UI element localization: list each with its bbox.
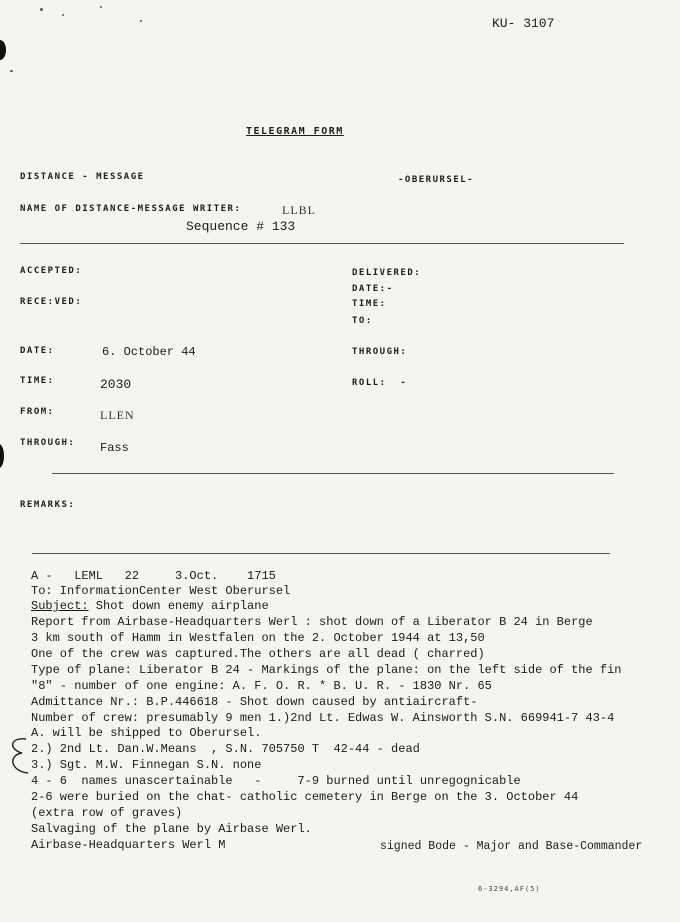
scan-speck <box>140 20 142 22</box>
message-line: 2.) 2nd Lt. Dan.W.Means , S.N. 705750 T 42-44 - dead <box>31 742 420 756</box>
message-line: 4 - 6 names unascertainable - 7-9 burned until unregognicable <box>31 774 521 788</box>
distance-message-label: DISTANCE - MESSAGE <box>20 172 145 182</box>
through-right-label: THROUGH: <box>352 347 408 357</box>
signature-line: signed Bode - Major and Base-Commander <box>380 840 643 853</box>
message-line: Type of plane: Liberator B 24 - Markings of the plane: on the left side of the fin <box>31 663 622 677</box>
remarks-label: REMARKS: <box>20 500 76 510</box>
message-line: Report from Airbase-Headquarters Werl : shot down of a Liberator B 24 in Berge <box>31 615 593 629</box>
message-line: Salvaging of the plane by Airbase Werl. <box>31 822 312 836</box>
hole-punch-mark <box>0 444 4 468</box>
sequence-number: Sequence # 133 <box>186 219 296 234</box>
message-line: One of the crew was captured.The others are all dead ( charred) <box>31 647 485 661</box>
received-label: RECE:VED: <box>20 297 83 307</box>
message-line: (extra row of graves) <box>31 806 183 820</box>
message-line: 2-6 were buried on the chat- catholic cemetery in Berge on the 3. October 44 <box>31 790 579 804</box>
document-number: KU- 3107 <box>492 16 555 31</box>
message-to: To: InformationCenter West Oberursel <box>31 584 291 598</box>
scan-speck <box>100 6 102 8</box>
divider-line <box>20 243 624 244</box>
roll-label: ROLL: - <box>352 378 408 388</box>
delivered-label: DELIVERED: <box>352 268 422 278</box>
divider-line <box>32 553 610 554</box>
message-line: Airbase-Headquarters Werl M <box>31 838 226 852</box>
message-line: Admittance Nr.: B.P.446618 - Shot down caused by antiaircraft- <box>31 695 478 709</box>
hole-punch-mark <box>0 40 6 60</box>
from-label: FROM: <box>20 407 55 417</box>
time-label: TIME: <box>20 376 55 386</box>
date-value: 6. October 44 <box>102 345 196 359</box>
accepted-label: ACCEPTED: <box>20 266 83 276</box>
message-line: 3.) Sgt. M.W. Finnegan S.N. none <box>31 758 262 772</box>
form-title: TELEGRAM FORM <box>246 126 344 137</box>
scan-speck <box>10 70 13 72</box>
message-line: A. will be shipped to Oberursel. <box>31 726 262 740</box>
writer-label: NAME OF DISTANCE-MESSAGE WRITER: <box>20 204 242 214</box>
message-header: A - LEML 22 3.Oct. 1715 <box>31 569 276 583</box>
message-subject <box>31 599 269 613</box>
to-label: TO: <box>352 316 373 326</box>
scan-speck <box>40 8 43 11</box>
subject-label: Subject: <box>31 599 89 613</box>
date-dash-label: DATE:- <box>352 284 394 294</box>
writer-value: LLBL <box>282 203 316 217</box>
through-label: THROUGH: <box>20 438 76 448</box>
footer-code: 6-3294,AF(5) <box>478 885 541 893</box>
divider-line <box>52 473 614 474</box>
message-line: Number of crew: presumably 9 men 1.)2nd Lt. Edwas W. Ainsworth S.N. 669941-7 43-4 <box>31 711 615 725</box>
subject-text: Shot down enemy airplane <box>88 599 269 613</box>
time-value: 2030 <box>100 377 132 392</box>
message-line: 3 km south of Hamm in Westfalen on the 2. October 1944 at 13,50 <box>31 631 485 645</box>
time-right-label: TIME: <box>352 299 387 309</box>
date-label: DATE: <box>20 346 55 356</box>
scan-speck <box>62 14 64 16</box>
location-label: -OBERURSEL- <box>398 175 475 185</box>
through-value: Fass <box>100 441 129 455</box>
from-value: LLEN <box>100 408 135 422</box>
message-line: "8" - number of one engine: A. F. O. R. * B. U. R. - 1830 Nr. 65 <box>31 679 492 693</box>
handwritten-bracket-mark <box>4 735 34 777</box>
